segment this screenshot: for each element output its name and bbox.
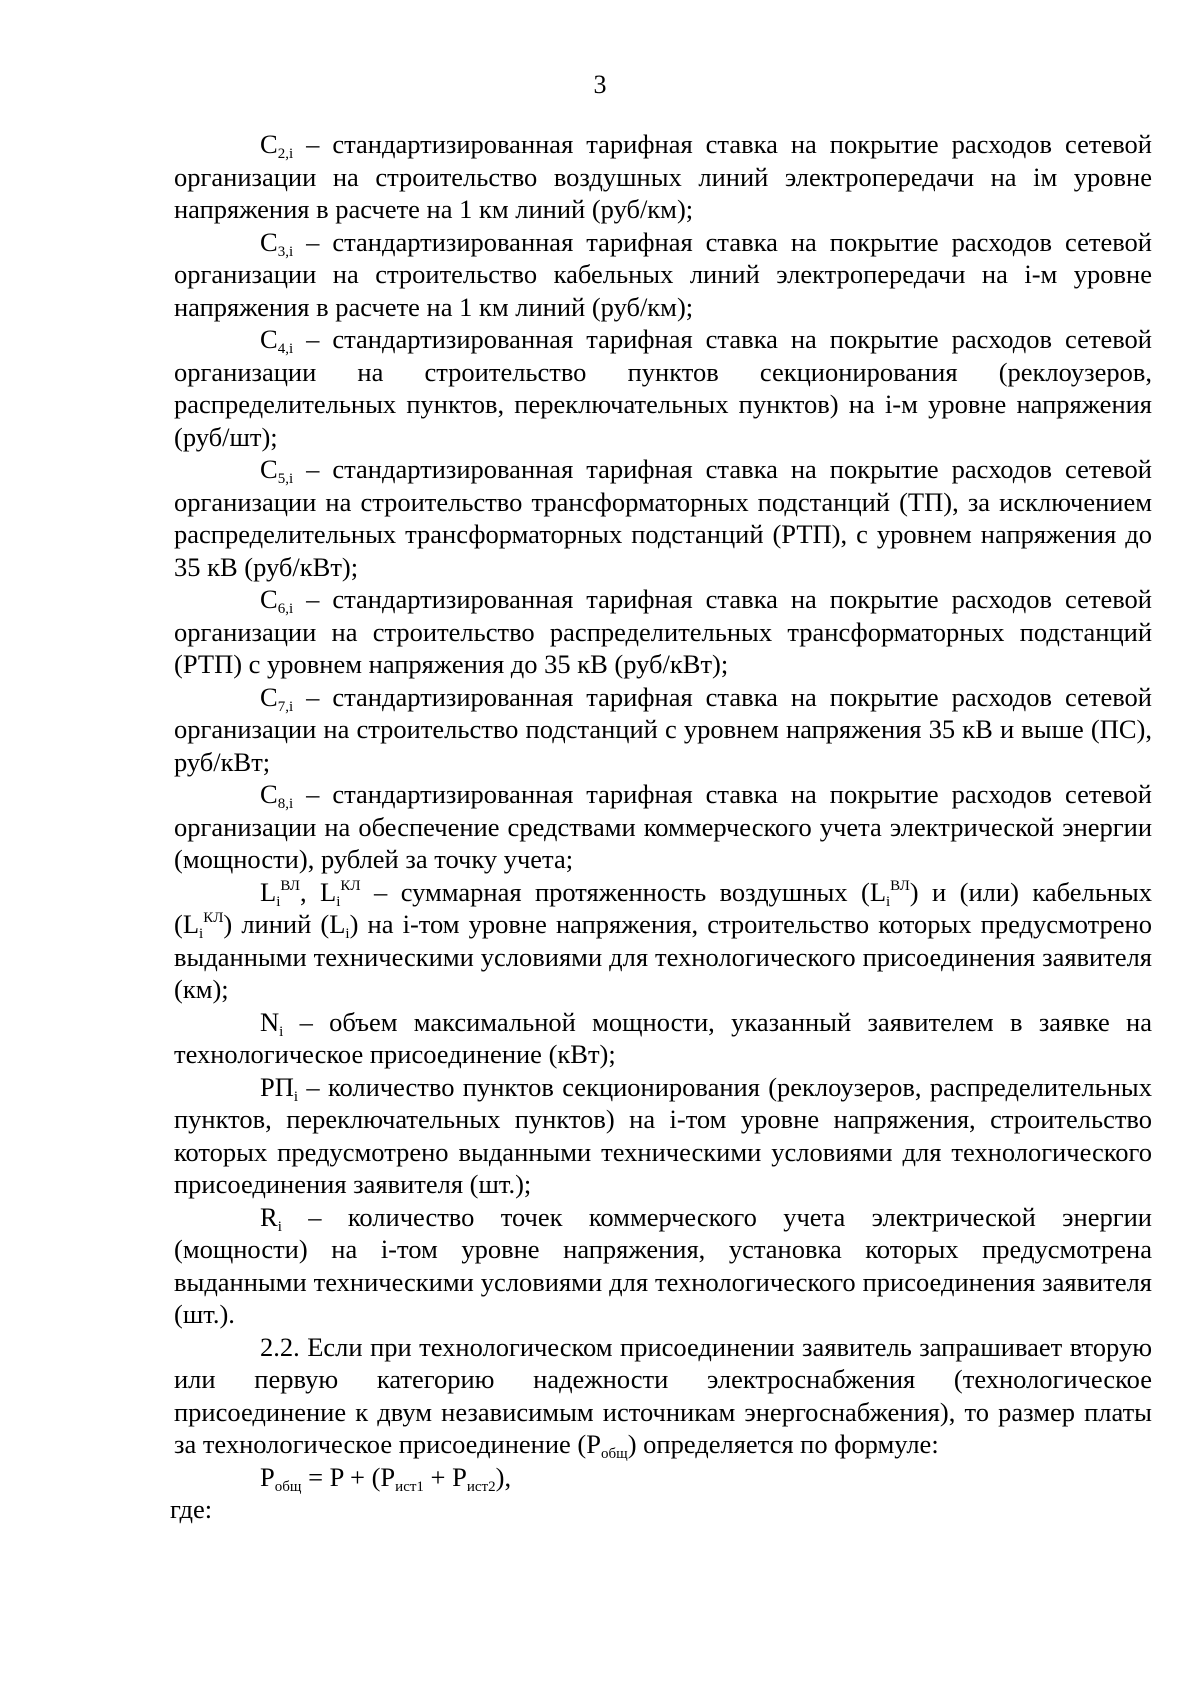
definition-text: – стандартизированная тарифная ставка на покрытие расходов сетевой организации на строительство пунктов секционирования (реклоузеров, распределительных пунктов, переключательных пунктов) на i-м уровне напряжения (руб/шт); [174, 324, 1152, 452]
symbol: P [586, 1429, 602, 1459]
symbol: C [260, 129, 278, 159]
paragraph-text: 2.2. Если при технологическом присоединении заявитель запрашивает вторую или первую категорию надежности электроснабжения (технологическое присоединение к двум независимым источникам энергоснабжения), то размер платы за технологическое присоединение ( [174, 1331, 1152, 1459]
symbol: L [182, 909, 200, 939]
symbol: C [260, 681, 278, 712]
definition-text: – стандартизированная тарифная ставка на покрытие расходов сетевой организации на строительство воздушных линий электропередачи на iм уровне напряжения в расчете на 1 км линий (руб/км); [174, 129, 1152, 224]
symbol-subscript: i [293, 1088, 299, 1105]
symbol-subscript: i [279, 1023, 284, 1040]
formula-subscript: ист1 [395, 1478, 424, 1495]
definition-text: – стандартизированная тарифная ставка на покрытие расходов сетевой организации на строительство распределительных трансформаторных подстанций (РТП) с уровнем напряжения до 35 кВ (руб/кВт); [174, 584, 1152, 679]
definition-c2 [174, 128, 1152, 226]
symbol-subscript: 2,i [277, 146, 294, 162]
definition-text: – суммарная протяженность воздушных ( [360, 876, 870, 907]
definition-text: – стандартизированная тарифная ставка на покрытие расходов сетевой организации на строительство кабельных линий электропередачи на i-м уровне напряжения в расчете на 1 км линий (руб/км); [174, 226, 1152, 322]
formula [174, 1461, 1152, 1494]
symbol-subscript: i [886, 893, 891, 910]
symbol-superscript: ВЛ [280, 877, 300, 894]
formula-text: = P + ( [301, 1461, 381, 1492]
symbol: R [260, 1201, 278, 1232]
symbol: L [869, 876, 886, 907]
symbol: L [329, 909, 346, 939]
symbol-superscript: КЛ [203, 910, 224, 926]
definition-c8 [174, 778, 1152, 876]
symbol: C [260, 584, 278, 614]
symbol: C [260, 454, 278, 484]
paragraph-2-2 [174, 1331, 1152, 1461]
symbol-subscript: i [277, 1218, 282, 1235]
definition-c4 [174, 323, 1152, 453]
definition-c7 [174, 681, 1152, 779]
formula-subscript: ист2 [466, 1478, 496, 1495]
symbol-subscript: i [336, 893, 341, 910]
definition-text: ) на i-том уровне напряжения, строительство которых предусмотрено выданными техническими условиями для технологического присоединения заявителя (км); [174, 909, 1152, 1004]
page-number: 3 [593, 70, 607, 99]
formula-subscript: общ [274, 1478, 302, 1495]
definition-text: – стандартизированная тарифная ставка на покрытие расходов сетевой организации на обеспечение средствами коммерческого учета электрической энергии (мощности), рублей за точку учета; [174, 779, 1152, 874]
symbol-subscript: 3,i [277, 243, 294, 260]
symbol: C [260, 324, 278, 354]
formula-text: ), [495, 1461, 512, 1492]
symbol-subscript: 8,i [277, 796, 294, 812]
where-label: где: [170, 1494, 213, 1524]
definition-n [174, 1006, 1152, 1071]
definition-c6 [174, 583, 1152, 681]
formula-symbol: P [260, 1461, 275, 1492]
symbol-subscript: 5,i [277, 471, 294, 487]
formula-text: + [423, 1461, 453, 1492]
symbol: РП [260, 1071, 294, 1102]
definition-text: ) линий ( [223, 909, 330, 939]
symbol-subscript: i [276, 893, 281, 910]
definition-text: – стандартизированная тарифная ставка на покрытие расходов сетевой организации на строительство трансформаторных подстанций (ТП), за исключением распределительных трансформаторных подстанций (РТП), с уровнем напряжения до 35 кВ (руб/кВт); [174, 454, 1152, 582]
definition-text: – объем максимальной мощности, указанный заявителем в заявке на технологическое присоединение (кВт); [174, 1006, 1152, 1069]
formula-symbol: P [380, 1461, 396, 1492]
symbol-subscript: 6,i [277, 601, 294, 617]
definition-r [174, 1201, 1152, 1331]
symbol: C [260, 226, 278, 257]
symbol: L [260, 876, 277, 907]
definition-l [174, 876, 1152, 1006]
definition-text: – количество пунктов секционирования (реклоузеров, распределительных пунктов, переключательных пунктов) на i-том уровне напряжения, строительство которых предусмотрено выданными техническими условиями для технологического присоединения заявителя (шт.); [174, 1071, 1152, 1199]
symbol-subscript: 4,i [277, 341, 294, 357]
symbol-superscript: КЛ [340, 877, 361, 894]
document-body [170, 128, 1153, 1526]
symbol-subscript: i [345, 926, 350, 942]
definition-text: ) и (или) кабельных ( [174, 876, 1153, 939]
definition-text: – количество точек коммерческого учета электрической энергии (мощности) на i-том уровне напряжения, установка которых предусмотрена выданными техническими условиями для технологического присоединения заявителя (шт.). [174, 1201, 1152, 1329]
formula-symbol: P [452, 1461, 467, 1492]
paragraph-text: ) определяется по формуле: [627, 1429, 939, 1459]
definition-c5 [174, 453, 1152, 583]
symbol: C [260, 779, 278, 809]
separator-text: , [299, 876, 321, 907]
symbol-subscript: общ [601, 1446, 628, 1462]
symbol: N [260, 1006, 280, 1037]
symbol-subscript: i [199, 926, 204, 942]
symbol-superscript: ВЛ [890, 877, 910, 894]
symbol: L [320, 876, 337, 907]
symbol-subscript: 7,i [277, 698, 294, 715]
definition-text: – стандартизированная тарифная ставка на покрытие расходов сетевой организации на строительство подстанций с уровнем напряжения 35 кВ и выше (ПС), руб/кВт; [174, 681, 1152, 777]
definition-rp [174, 1071, 1152, 1201]
definition-c3 [174, 226, 1152, 324]
